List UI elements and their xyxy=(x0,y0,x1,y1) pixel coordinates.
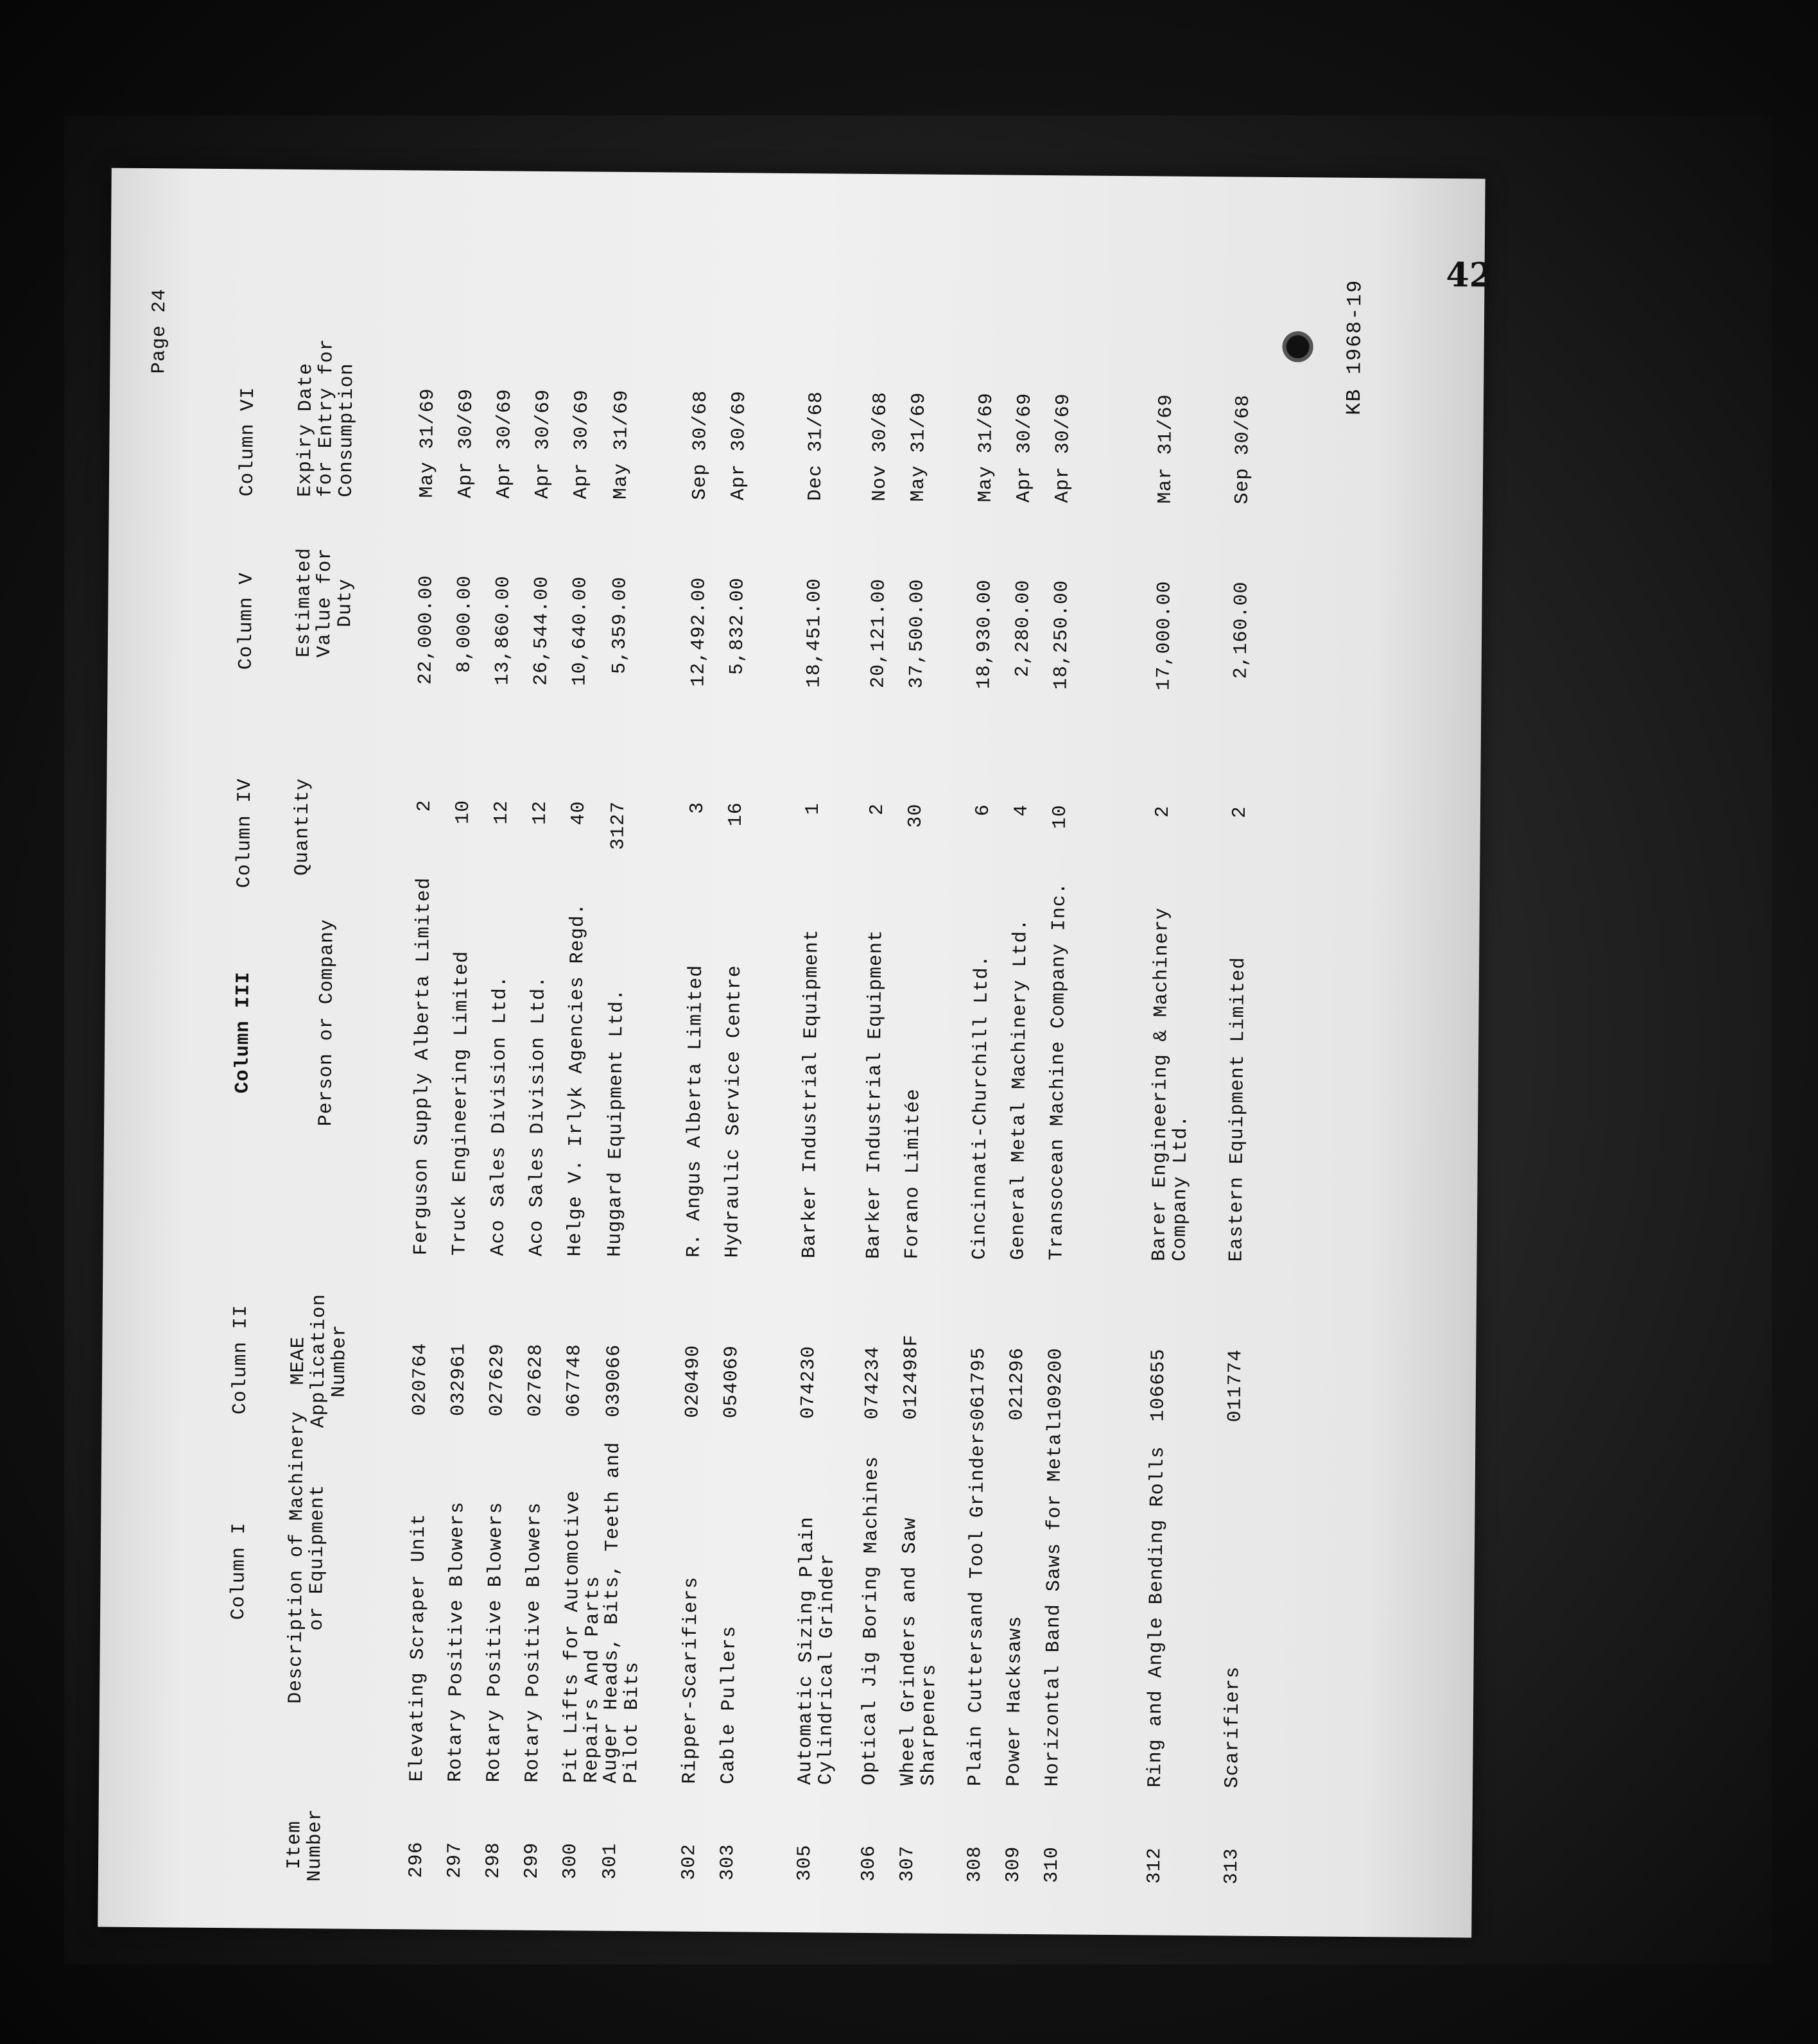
company-cell-line: Cincinnati-Churchill Ltd. xyxy=(969,955,994,1260)
company-cell xyxy=(489,975,511,1256)
value-cell: 2,160.00 xyxy=(1230,581,1253,679)
value-cell: 5,832.00 xyxy=(726,577,749,675)
value-cell: 8,000.00 xyxy=(453,575,476,673)
value-cell: 37,500.00 xyxy=(906,578,929,689)
description-cell xyxy=(523,1502,545,1783)
value-cell: 20,121.00 xyxy=(867,578,890,689)
item-number-cell: 305 xyxy=(793,1844,817,1882)
description-cell-line: Pit Lifts for Automotive xyxy=(560,1490,585,1783)
page-stamp-number: 42 xyxy=(1446,255,1493,295)
quantity-cell: 30 xyxy=(905,803,928,828)
expiry-date-cell: Mar 31/69 xyxy=(1154,394,1178,504)
expiry-date-cell: May 31/69 xyxy=(416,388,440,498)
company-cell xyxy=(565,903,588,1256)
expiry-date-cell: Apr 30/69 xyxy=(454,388,478,499)
item-number-cell: 309 xyxy=(1002,1846,1025,1883)
application-number-cell: 020764 xyxy=(409,1342,432,1416)
value-cell: 2,280.00 xyxy=(1012,579,1035,677)
quantity-cell: 10 xyxy=(1049,804,1072,829)
column-sub-2-line-3: Number xyxy=(328,1324,351,1398)
application-number-cell: 020490 xyxy=(682,1344,705,1418)
company-cell-line: Barer Engineering & Machinery xyxy=(1148,907,1173,1261)
item-number-cell: 301 xyxy=(599,1842,622,1880)
expiry-date-cell: May 31/69 xyxy=(610,389,634,500)
quantity-cell: 12 xyxy=(490,800,514,825)
description-cell-line: Cylindrical Grinder xyxy=(815,1553,839,1785)
company-cell-line: Aco Sales Division Ltd. xyxy=(526,975,550,1257)
column-sub-6 xyxy=(295,338,358,498)
application-number-cell: 074230 xyxy=(797,1346,820,1419)
item-number-cell: 313 xyxy=(1220,1848,1243,1885)
description-cell xyxy=(407,1513,429,1781)
document-reference: KB 1968-19 xyxy=(1342,279,1367,415)
description-cell-line: Rotary Positive Blowers xyxy=(483,1502,508,1783)
expiry-date-cell: May 31/69 xyxy=(974,392,998,503)
company-cell xyxy=(605,989,627,1257)
company-cell xyxy=(1226,957,1249,1261)
application-number-cell: 032961 xyxy=(447,1342,471,1417)
quantity-cell: 1 xyxy=(802,802,825,815)
quantity-cell: 16 xyxy=(725,802,748,827)
company-cell-line: Barker Industrial Equipment xyxy=(863,929,888,1260)
description-cell-line: Optical Jig Boring Machines xyxy=(859,1455,884,1786)
description-cell xyxy=(965,1420,989,1786)
quantity-cell: 4 xyxy=(1010,804,1034,817)
description-cell-line: Scarifiers xyxy=(1222,1666,1245,1788)
description-cell-line: Rotary Positive Blowers xyxy=(522,1502,546,1783)
expiry-date-cell: Apr 30/69 xyxy=(532,388,555,499)
expiry-date-cell: May 31/69 xyxy=(907,392,931,502)
company-cell-line: Transocean Machine Company Inc. xyxy=(1046,882,1071,1261)
value-cell: 12,492.00 xyxy=(688,576,711,688)
column-title-1: Column I xyxy=(228,1522,251,1620)
rotated-table xyxy=(98,168,1485,1938)
application-number-cell: 027628 xyxy=(524,1343,548,1417)
description-cell-line: Ring and Angle Bending Rolls xyxy=(1145,1446,1170,1788)
item-number-cell: 306 xyxy=(858,1844,881,1882)
company-cell xyxy=(684,965,707,1258)
company-cell xyxy=(863,930,887,1259)
item-number-cell: 299 xyxy=(521,1842,544,1879)
application-number-cell: 074234 xyxy=(861,1346,885,1420)
column-sub-6-line-2: for Entry for xyxy=(315,338,338,498)
item-number-cell: 310 xyxy=(1041,1846,1064,1884)
expiry-date-cell: Apr 30/69 xyxy=(727,390,751,501)
description-cell xyxy=(484,1502,506,1782)
company-cell xyxy=(411,877,435,1255)
value-cell: 5,359.00 xyxy=(609,576,632,675)
column-sub-1-line-2: or Equipment xyxy=(306,1484,329,1631)
value-cell: 18,451.00 xyxy=(803,578,826,688)
quantity-cell: 2 xyxy=(1152,805,1175,818)
company-cell-line: Company Ltd. xyxy=(1169,1114,1193,1261)
value-cell: 10,640.00 xyxy=(569,576,592,686)
description-cell-line: Cable Pullers xyxy=(718,1625,741,1785)
quantity-cell: 3 xyxy=(686,801,709,814)
item-number-cell: 296 xyxy=(405,1841,428,1878)
quantity-cell: 6 xyxy=(972,804,995,817)
value-cell: 18,930.00 xyxy=(973,579,996,689)
column-title-2: Column II xyxy=(229,1304,252,1415)
description-cell-line: Auger Heads, Bits, Teeth and xyxy=(600,1441,625,1783)
column-sub-2 xyxy=(288,1294,351,1428)
expiry-date-cell: Sep 30/68 xyxy=(1231,394,1255,505)
column-sub-3: Person or Company xyxy=(315,919,339,1127)
value-cell: 22,000.00 xyxy=(415,575,438,685)
description-cell xyxy=(898,1517,941,1786)
description-cell-line: Sharpeners xyxy=(918,1663,941,1786)
value-cell: 17,000.00 xyxy=(1153,580,1176,691)
description-cell xyxy=(1222,1666,1243,1788)
description-cell-line: Power Hacksaws xyxy=(1003,1615,1027,1787)
company-cell-line: Truck Engineering Limited xyxy=(449,950,474,1256)
column-sub-5-line-1: Estimated xyxy=(293,547,316,658)
expiry-date-cell: Apr 30/69 xyxy=(1013,392,1037,503)
company-cell-line: Eastern Equipment Limited xyxy=(1225,957,1251,1262)
quantity-cell: 40 xyxy=(567,801,591,826)
company-cell xyxy=(722,965,745,1258)
application-number-cell: 106655 xyxy=(1147,1348,1170,1422)
quantity-cell: 3127 xyxy=(607,801,630,851)
item-number-cell: 303 xyxy=(716,1844,740,1881)
company-cell xyxy=(1149,907,1193,1261)
expiry-date-cell: Apr 30/69 xyxy=(1052,393,1075,503)
quantity-cell: 10 xyxy=(452,799,475,825)
company-cell-line: Ferguson Supply Alberta Limited xyxy=(410,877,436,1256)
column-title-4: Column IV xyxy=(233,778,257,888)
description-cell xyxy=(718,1625,740,1784)
item-number-cell: 312 xyxy=(1143,1847,1166,1884)
expiry-date-cell: Dec 31/68 xyxy=(804,391,828,501)
quantity-cell: 12 xyxy=(529,800,552,826)
company-cell xyxy=(799,929,822,1258)
column-sub-5-line-2: Value for xyxy=(313,548,337,658)
description-cell-line: Plain Cuttersand Tool Grinders xyxy=(965,1420,990,1787)
company-cell-line: R. Angus Alberta Limited xyxy=(683,964,708,1258)
application-number-cell: 021296 xyxy=(1006,1347,1029,1421)
description-cell xyxy=(860,1456,883,1785)
column-title-5: Column V xyxy=(235,572,258,670)
description-cell-line: Pilot Bits xyxy=(621,1661,644,1784)
application-number-cell: 054069 xyxy=(720,1345,743,1419)
company-cell xyxy=(1046,882,1070,1260)
company-cell xyxy=(902,1088,924,1259)
item-number-cell: 300 xyxy=(559,1842,582,1880)
column-sub-5-line-3: Duty xyxy=(334,578,357,628)
description-cell-line: Rotary Positive Blowers xyxy=(445,1501,469,1783)
company-cell-line: Barker Industrial Equipment xyxy=(799,929,824,1259)
column-sub-6-line-3: Consumption xyxy=(335,363,359,498)
column-sub-4: Quantity xyxy=(291,777,315,876)
expiry-date-cell: Nov 30/68 xyxy=(869,391,892,502)
description-cell-line: Ripper-Scarifiers xyxy=(679,1576,703,1784)
item-number-cell: 308 xyxy=(964,1846,987,1883)
quantity-cell: 2 xyxy=(1229,806,1252,818)
column-title-6: Column VI xyxy=(236,386,260,497)
company-cell-line: Forano Limitée xyxy=(901,1088,925,1260)
company-cell-line: Aco Sales Division Ltd. xyxy=(487,975,512,1256)
application-number-cell: 109200 xyxy=(1044,1347,1068,1421)
column-sub-1 xyxy=(286,1411,329,1704)
description-cell-line: Wheel Grinders and Saw xyxy=(897,1517,922,1786)
item-number-cell: 307 xyxy=(896,1845,919,1882)
application-number-cell: 012498F xyxy=(900,1334,923,1420)
company-cell-line: Hydraulic Service Centre xyxy=(722,965,747,1258)
company-cell xyxy=(1008,919,1031,1260)
column-sub-5 xyxy=(294,548,356,658)
description-cell-line: Elevating Scraper Unit xyxy=(406,1513,431,1782)
application-number-cell: 027629 xyxy=(486,1343,509,1417)
document-page xyxy=(98,168,1493,1938)
value-cell: 26,544.00 xyxy=(530,575,553,686)
value-cell: 13,860.00 xyxy=(492,575,515,686)
value-cell: 18,250.00 xyxy=(1050,580,1073,690)
description-cell xyxy=(1004,1616,1026,1787)
application-number-cell: 061795 xyxy=(967,1347,991,1421)
description-cell-line: Automatic Sizing Plain xyxy=(795,1516,819,1785)
expiry-date-cell: Sep 30/68 xyxy=(689,390,713,500)
description-cell xyxy=(446,1502,468,1782)
expiry-date-cell: Apr 30/69 xyxy=(570,389,594,499)
company-cell-line: Helge V. Irlyk Agencies Regd. xyxy=(564,903,589,1257)
company-cell xyxy=(526,976,549,1256)
description-cell xyxy=(601,1442,645,1784)
company-cell-line: Huggard Equipment Ltd. xyxy=(604,988,628,1257)
application-number-cell: 067748 xyxy=(563,1344,586,1417)
company-cell xyxy=(969,955,992,1260)
column-title-3: Column III xyxy=(232,971,255,1094)
quantity-cell: 2 xyxy=(413,799,437,812)
application-number-cell: 011774 xyxy=(1224,1349,1247,1423)
column-sub-1-line-1: Description of Machinery xyxy=(285,1410,309,1704)
description-cell-line: Repairs And Parts xyxy=(581,1575,605,1783)
expiry-date-cell: Apr 30/69 xyxy=(493,388,517,499)
item-number-cell: 302 xyxy=(678,1843,701,1880)
column-sub-6-line-1: Expiry Date xyxy=(294,362,318,498)
description-cell xyxy=(795,1516,838,1785)
item-number-header: Item Number xyxy=(283,1808,327,1882)
description-cell xyxy=(1145,1446,1168,1787)
description-cell xyxy=(561,1490,605,1783)
column-sub-2-line-2: Application xyxy=(307,1294,331,1428)
company-cell-line: General Metal Machinery Ltd. xyxy=(1007,918,1032,1260)
description-cell xyxy=(680,1577,702,1784)
company-cell xyxy=(450,951,473,1256)
application-number-cell: 039066 xyxy=(603,1344,626,1417)
description-cell-line: Horizontal Band Saws for Metal xyxy=(1042,1421,1067,1787)
column-sub-2-line-1: MEAE xyxy=(287,1336,310,1385)
item-number-cell: 298 xyxy=(482,1842,505,1879)
description-cell xyxy=(1043,1421,1066,1787)
item-number-cell: 297 xyxy=(444,1841,467,1879)
page-label: Page 24 xyxy=(148,288,171,374)
quantity-cell: 2 xyxy=(866,802,889,816)
